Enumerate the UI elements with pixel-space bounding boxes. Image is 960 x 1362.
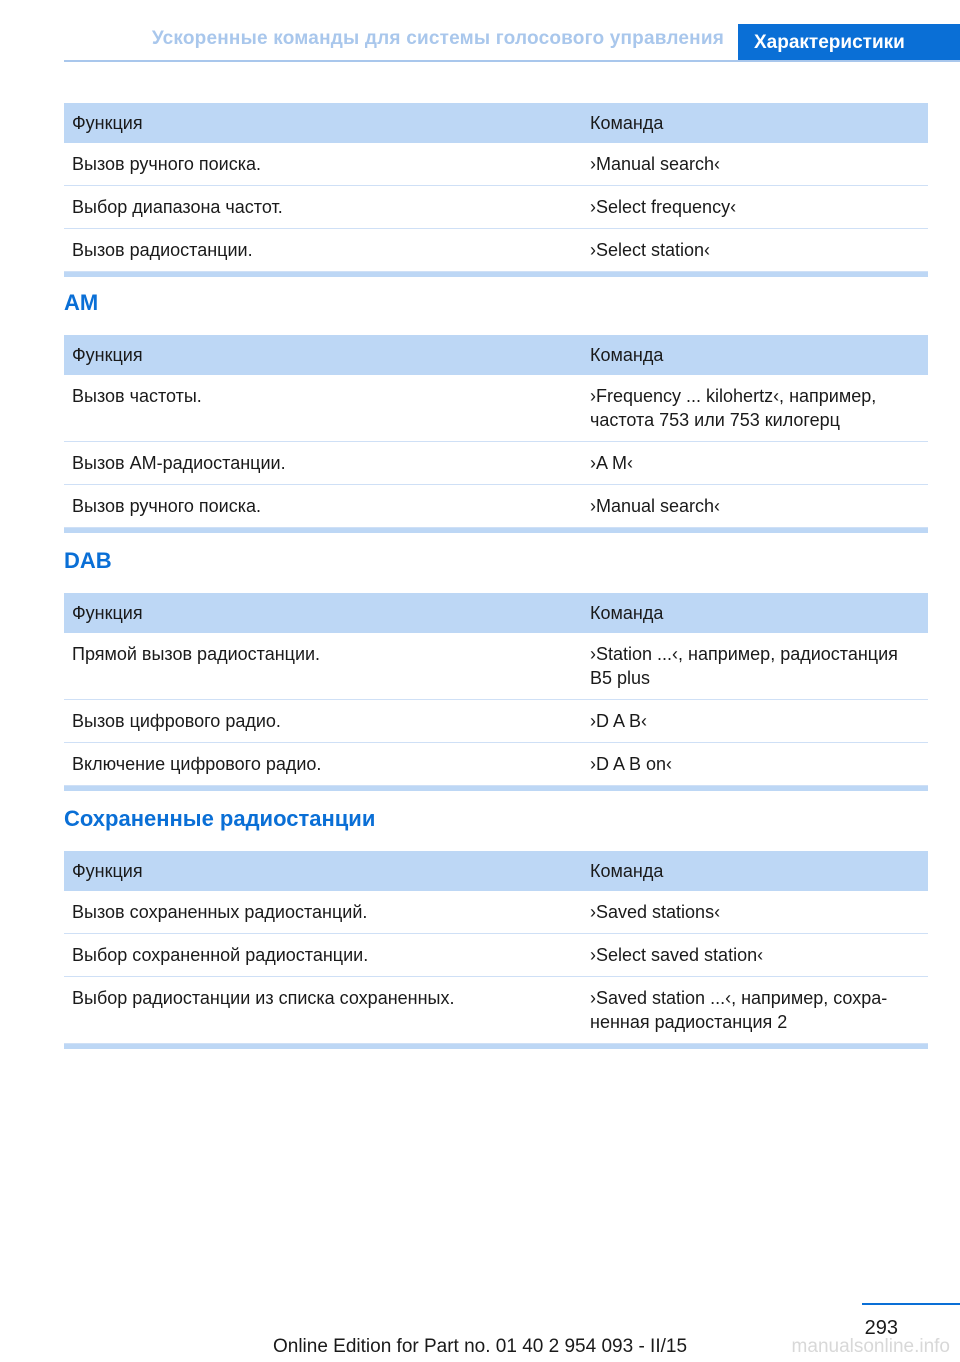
command-cell: ›Select saved station‹ [582, 934, 928, 977]
table-row [64, 186, 928, 229]
function-cell: Вызов радиостанции. [64, 229, 582, 272]
column-header-command: Команда [582, 593, 928, 633]
table-end-rule [64, 272, 928, 277]
function-cell: Выбор диапазона частот. [64, 186, 582, 229]
function-cell: Выбор радиостанции из списка сохраненных. [64, 977, 582, 1044]
command-cell: ›D A B on‹ [582, 743, 928, 786]
table-header-row [64, 851, 928, 891]
command-cell: ›Saved stations‹ [582, 891, 928, 934]
page-number: 293 [864, 1317, 898, 1339]
chapter-tab: Характеристики [738, 24, 960, 62]
column-header-command: Команда [582, 335, 928, 375]
edition-footer: Online Edition for Part no. 01 40 2 954 093 - II/15 [272, 1336, 688, 1357]
table-row [64, 375, 928, 442]
command-cell: ›Select frequency‹ [582, 186, 928, 229]
column-header-command: Команда [582, 851, 928, 891]
table-row [64, 229, 928, 272]
function-cell: Вызов AM-радиостанции. [64, 442, 582, 485]
command-cell: ›Saved station ...‹, например, сохра-ненная радиостанция 2 [582, 977, 928, 1044]
function-cell: Выбор сохраненной радиостанции. [64, 934, 582, 977]
table-row [64, 633, 928, 700]
command-cell: ›Manual search‹ [582, 485, 928, 528]
function-cell: Прямой вызов радиостанции. [64, 633, 582, 700]
table-header-row [64, 593, 928, 633]
table-end-rule [64, 528, 928, 533]
table-row [64, 977, 928, 1044]
table-row [64, 485, 928, 528]
section-heading-am: AM [64, 290, 99, 315]
table-header-row [64, 335, 928, 375]
section-dab [64, 548, 928, 574]
footer-rule [862, 1303, 960, 1305]
table-row [64, 442, 928, 485]
column-header-function: Функция [64, 593, 582, 633]
watermark: manualsonline.info [791, 1336, 950, 1357]
command-table-am [64, 335, 928, 533]
column-header-function: Функция [64, 851, 582, 891]
function-cell: Вызов ручного поиска. [64, 143, 582, 186]
function-cell: Вызов сохраненных радиостанций. [64, 891, 582, 934]
table-header-row [64, 103, 928, 143]
table-row [64, 700, 928, 743]
command-table-saved-stations [64, 851, 928, 1049]
command-cell: ›Frequency ... kilohertz‹, например, частота 753 или 753 килогерц [582, 375, 928, 442]
command-cell: ›D A B‹ [582, 700, 928, 743]
function-cell: Вызов ручного поиска. [64, 485, 582, 528]
command-cell: ›Station ...‹, например, радиостанция B5 plus [582, 633, 928, 700]
header-rule [64, 60, 960, 62]
section-heading-saved-stations: Сохраненные радиостанции [64, 806, 376, 831]
table-end-rule [64, 786, 928, 791]
command-table-dab [64, 593, 928, 791]
function-cell: Включение цифрового радио. [64, 743, 582, 786]
section-saved-stations [64, 806, 928, 832]
table-end-rule [64, 1044, 928, 1049]
function-cell: Вызов частоты. [64, 375, 582, 442]
command-cell: ›Select station‹ [582, 229, 928, 272]
table-row [64, 743, 928, 786]
table-row [64, 934, 928, 977]
command-table-general [64, 103, 928, 277]
function-cell: Вызов цифрового радио. [64, 700, 582, 743]
table-row [64, 143, 928, 186]
section-am [64, 290, 928, 316]
running-header-section: Ускоренные команды для системы голосового управления [151, 28, 724, 49]
section-heading-dab: DAB [64, 548, 112, 573]
command-cell: ›A M‹ [582, 442, 928, 485]
table-row [64, 891, 928, 934]
column-header-function: Функция [64, 335, 582, 375]
column-header-command: Команда [582, 103, 928, 143]
command-cell: ›Manual search‹ [582, 143, 928, 186]
column-header-function: Функция [64, 103, 582, 143]
